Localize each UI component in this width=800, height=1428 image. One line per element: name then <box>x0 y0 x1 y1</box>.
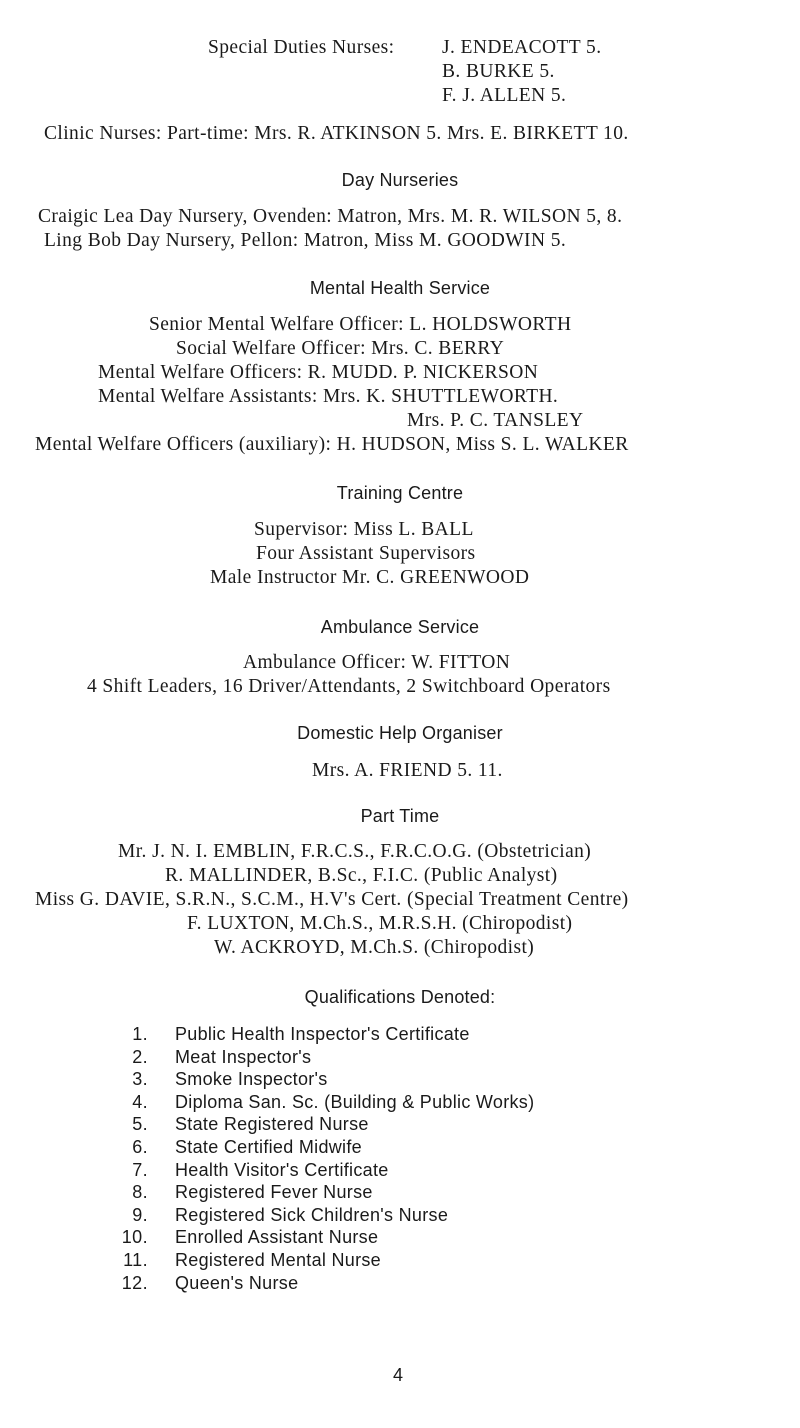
mental-health-line: Mrs. P. C. TANSLEY <box>407 410 584 431</box>
qualification-text: Registered Sick Children's Nurse <box>175 1204 449 1225</box>
domestic-help-line: Mrs. A. FRIEND 5. 11. <box>312 760 503 781</box>
part-time-heading: Part Time <box>360 806 440 826</box>
training-centre-line: Male Instructor Mr. C. GREENWOOD <box>210 567 530 588</box>
qualification-number: 2. <box>132 1046 148 1067</box>
qualification-number: 11. <box>123 1250 148 1270</box>
qualification-text: Health Visitor's Certificate <box>175 1159 389 1180</box>
qualification-number: 7. <box>132 1159 148 1180</box>
qualification-text: Registered Fever Nurse <box>175 1182 373 1203</box>
part-time-line: Mr. J. N. I. EMBLIN, F.R.C.S., F.R.C.O.G. (Obstetrician) <box>118 841 592 862</box>
part-time-line: W. ACKROYD, M.Ch.S. (Chiropodist) <box>214 937 535 958</box>
qualification-number: 12. <box>121 1272 148 1293</box>
qualification-number: 9. <box>132 1204 148 1225</box>
qualification-number: 1. <box>132 1024 148 1044</box>
special-duties-label: Special Duties Nurses: <box>208 37 395 58</box>
part-time-line: Miss G. DAVIE, S.R.N., S.C.M., H.V's Cert. (Special Treatment Centre) <box>35 889 629 910</box>
qualification-text: Smoke Inspector's <box>175 1069 328 1090</box>
mental-health-line: Mental Welfare Officers (auxiliary): H. HUDSON, Miss S. L. WALKER <box>35 434 629 455</box>
clinic-nurses-line: Clinic Nurses: Part-time: Mrs. R. ATKINSON 5. Mrs. E. BIRKETT 10. <box>44 123 629 144</box>
training-centre-line: Supervisor: Miss L. BALL <box>254 519 474 540</box>
training-centre-line: Four Assistant Supervisors <box>256 543 476 564</box>
ambulance-line: Ambulance Officer: W. FITTON <box>243 652 511 673</box>
qualification-number: 5. <box>132 1114 148 1135</box>
qualification-text: Enrolled Assistant Nurse <box>175 1227 379 1248</box>
qualifications-heading: Qualifications Denoted: <box>304 987 496 1007</box>
qualification-text: Meat Inspector's <box>175 1046 312 1067</box>
domestic-help-heading: Domestic Help Organiser <box>297 723 503 743</box>
day-nurseries-heading: Day Nurseries <box>341 170 459 190</box>
qualification-number: 3. <box>132 1069 148 1090</box>
ambulance-heading: Ambulance Service <box>320 617 480 637</box>
qualification-text: State Certified Midwife <box>175 1137 362 1157</box>
special-duties-name: B. BURKE 5. <box>442 61 555 82</box>
mental-health-line: Mental Welfare Assistants: Mrs. K. SHUTTLEWORTH. <box>98 386 559 407</box>
qualification-text: Queen's Nurse <box>175 1272 299 1293</box>
qualification-number: 8. <box>132 1182 148 1203</box>
mental-health-line: Social Welfare Officer: Mrs. C. BERRY <box>176 338 505 359</box>
qualification-text: State Registered Nurse <box>175 1114 369 1135</box>
mental-health-line: Senior Mental Welfare Officer: L. HOLDSWORTH <box>149 314 572 335</box>
day-nursery-line: Craigic Lea Day Nursery, Ovenden: Matron, Mrs. M. R. WILSON 5, 8. <box>38 206 623 227</box>
part-time-line: R. MALLINDER, B.Sc., F.I.C. (Public Analyst) <box>165 865 558 886</box>
page-number: 4 <box>393 1365 404 1385</box>
special-duties-name: F. J. ALLEN 5. <box>442 85 567 106</box>
part-time-line: F. LUXTON, M.Ch.S., M.R.S.H. (Chiropodist) <box>187 913 573 934</box>
mental-health-line: Mental Welfare Officers: R. MUDD. P. NICKERSON <box>98 362 539 383</box>
ambulance-line: 4 Shift Leaders, 16 Driver/Attendants, 2 Switchboard Operators <box>87 676 611 697</box>
qualification-text: Diploma San. Sc. (Building & Public Works) <box>175 1091 535 1112</box>
qualification-text: Registered Mental Nurse <box>175 1250 381 1270</box>
qualification-number: 10. <box>121 1227 148 1248</box>
day-nursery-line: Ling Bob Day Nursery, Pellon: Matron, Miss M. GOODWIN 5. <box>44 230 567 251</box>
mental-health-heading: Mental Health Service <box>309 278 491 298</box>
qualification-text: Public Health Inspector's Certificate <box>175 1024 470 1044</box>
qualification-number: 6. <box>132 1137 148 1157</box>
special-duties-name: J. ENDEACOTT 5. <box>442 37 602 58</box>
qualification-number: 4. <box>132 1091 148 1112</box>
training-centre-heading: Training Centre <box>336 483 464 503</box>
